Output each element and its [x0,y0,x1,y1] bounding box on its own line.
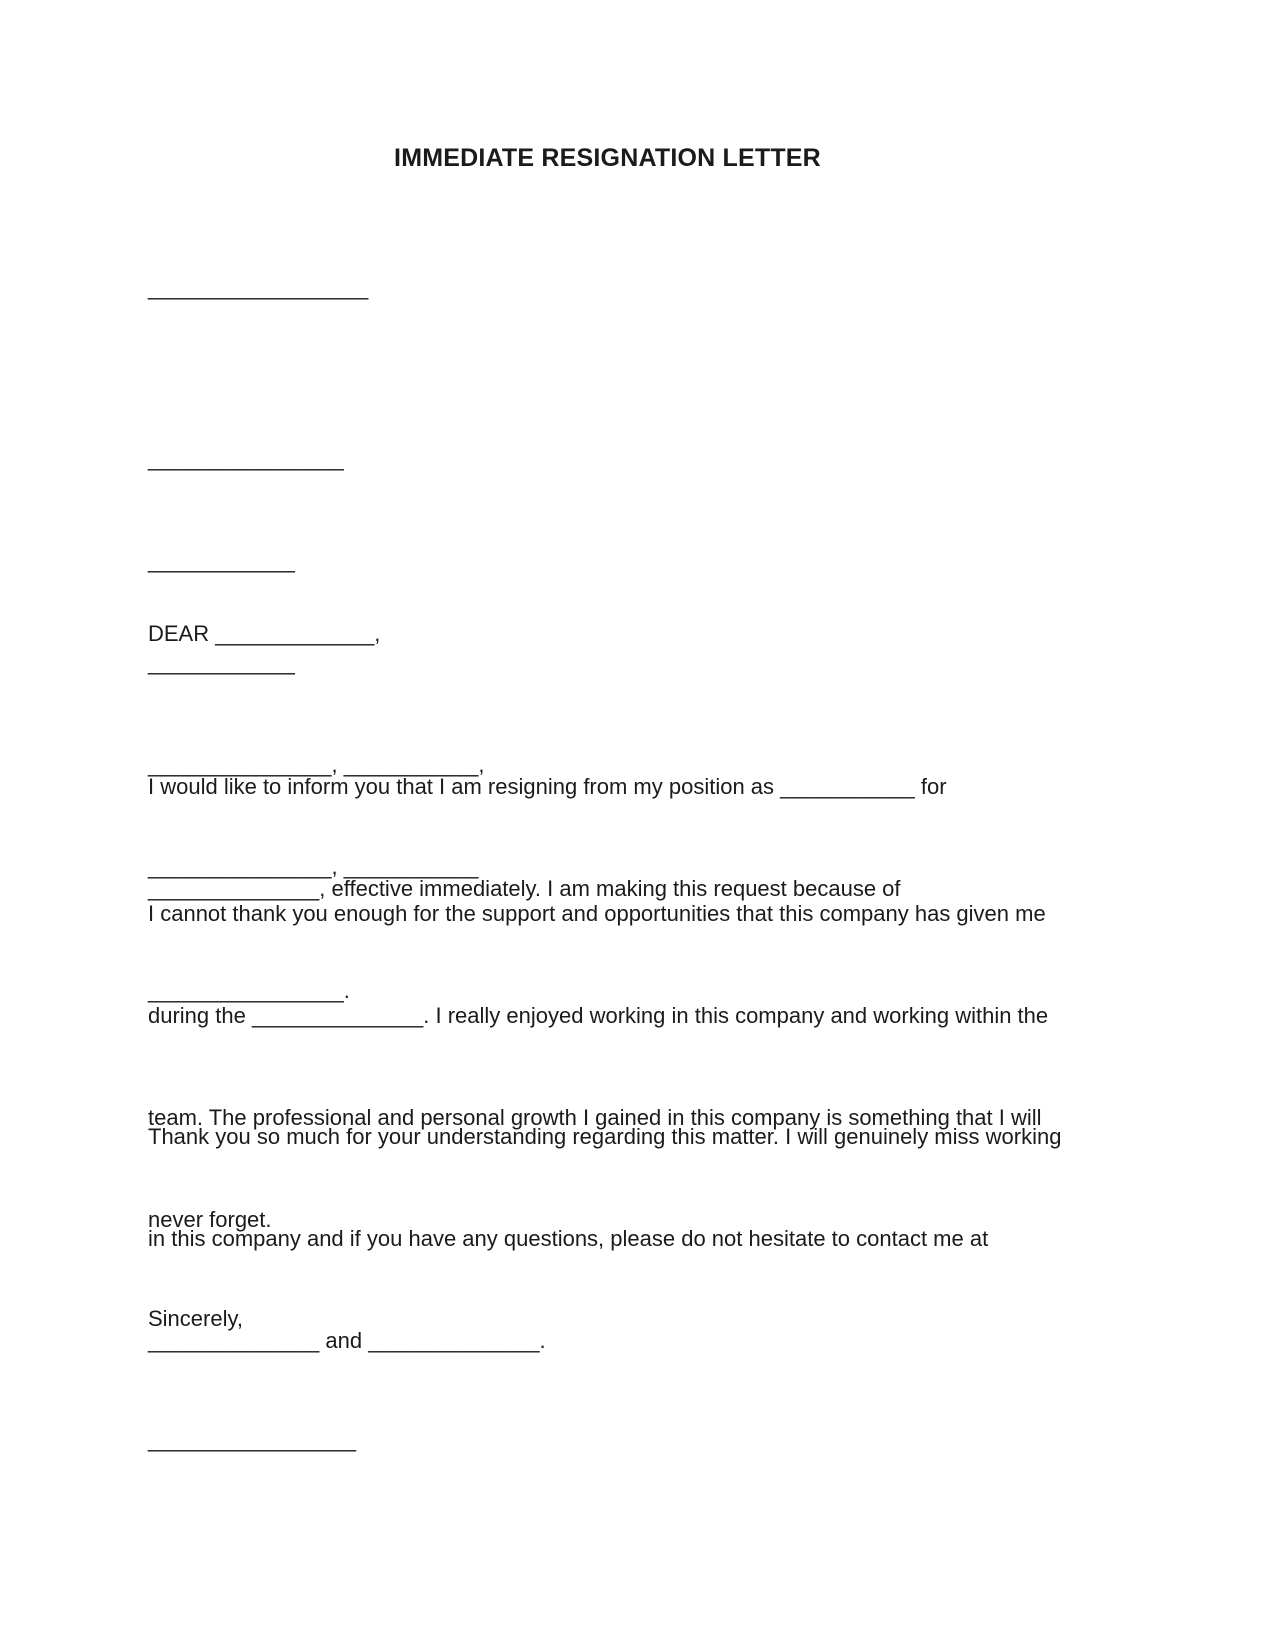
paragraph-line: I would like to inform you that I am resigning from my position as ___________ for [148,774,947,799]
signature-blank-line: _________________ [148,1427,357,1452]
signoff-line: Sincerely, [148,1306,243,1331]
body-paragraph-3 [148,1052,1061,1426]
paragraph-line: I cannot thank you enough for the support and opportunities that this company has given me [148,901,1046,926]
paragraph-line: Thank you so much for your understanding regarding this matter. I will genuinely miss working [148,1124,1062,1149]
address-line: ____________ [148,548,295,573]
paragraph-line: ______________ and ______________. [148,1328,546,1353]
salutation-line: DEAR _____________, [148,621,381,646]
address-line: _______________, ___________ [148,854,479,879]
paragraph-line: ______________, effective immediately. I am making this request because of [148,876,901,901]
document-title: IMMEDIATE RESIGNATION LETTER [394,144,821,172]
paragraph-line: during the ______________. I really enjoyed working in this company and working within the [148,1003,1049,1028]
address-line: ________________ [148,446,344,471]
date-blank-line: __________________ [148,275,369,300]
paragraph-line: team. The professional and personal growth I gained in this company is something that I will [148,1105,1042,1130]
address-line: ____________ [148,650,295,675]
paragraph-line: never forget. [148,1207,272,1232]
address-line: _______________, ___________, [148,752,485,777]
paragraph-line: in this company and if you have any questions, please do not hesitate to contact me at [148,1226,989,1251]
paragraph-line: ________________. [148,978,350,1003]
